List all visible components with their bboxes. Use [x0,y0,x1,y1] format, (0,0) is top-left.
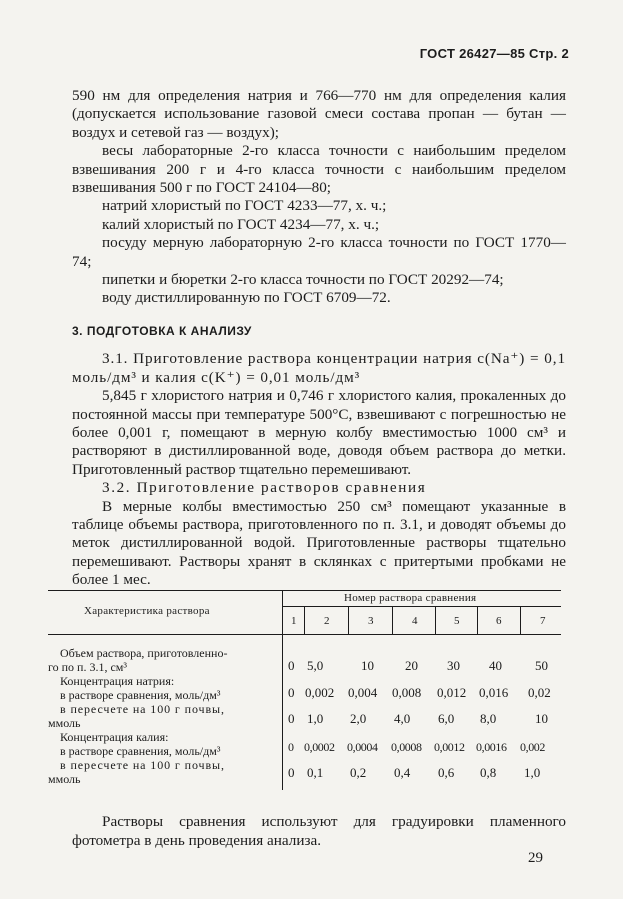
table-head-bottom-rule [48,634,561,635]
para-glassware: посуду мерную лабораторную 2-го класса точности по ГОСТ 1770—74; [72,234,566,270]
table-num: 4 [412,615,418,627]
table-cell: 0,6 [438,765,455,780]
table-col-line-2 [304,606,305,634]
table-num: 2 [324,615,330,627]
closing-paragraph [72,812,566,850]
table-cell: 0 [288,711,295,726]
row-label: в растворе сравнения, моль/дм³ [60,744,221,758]
table-cell: 0 [288,740,294,754]
table-col-line-3 [348,606,349,634]
table-cell: 0,002 [520,740,546,754]
table-col-line-6 [477,606,478,634]
table-num: 1 [291,615,297,627]
table-col-line-5 [435,606,436,634]
table-cell: 0,002 [305,685,335,700]
table-col-line-7 [520,606,521,634]
table-cell: 30 [447,658,460,673]
table-cell: 0 [288,685,295,700]
row-label: Концентрация калия: [60,730,169,744]
row-label: в пересчете на 100 г почвы, [60,758,225,772]
table-cell: 0,2 [350,765,367,780]
table-cell: 0 [288,658,295,673]
table-cell: 20 [405,658,418,673]
subsection-3-1-title: 3.1. Приготовление раствора концентрации натрия c(Na⁺) = 0,1 моль/дм³ и калия c(K⁺) = 0,01 моль/дм³ [72,350,566,386]
table-cell: 0,0016 [476,740,507,754]
para-nacl: натрий хлористый по ГОСТ 4233—77, х. ч.; [102,197,387,215]
row-label: Концентрация натрия: [60,674,175,688]
row-label: ммоль [48,772,81,786]
para-kcl: калий хлористый по ГОСТ 4234—77, х. ч.; [102,215,380,233]
para-water: воду дистиллированную по ГОСТ 6709—72. [102,289,391,307]
table-cell: 0,4 [394,765,411,780]
table-col-divider [282,590,283,790]
table-cell: 5,0 [307,658,324,673]
table-num: 5 [454,615,460,627]
table-col-line-4 [392,606,393,634]
table-cell: 0,0012 [434,740,465,754]
body-text [72,87,566,590]
table-group-header: Номер раствора сравнения [344,592,477,604]
table-cell: 0,0002 [304,740,335,754]
subsection-3-2-text: В мерные колбы вместимостью 250 см³ помещают указанные в таблице объемы раствора, приготовленного по п. 3.1, и доводят объемы до меток дистиллированной водой. Приготовленные растворы тщательно перемешивают. Растворы хранят в склянках с притертыми пробками не более 1 мес. [72,497,566,589]
table-cell: 0 [288,765,295,780]
subsection-3-1-text: 5,845 г хлористого натрия и 0,746 г хлористого калия, прокаленных до постоянной массы при температуре 500°С, взвешивают с погрешностью не более 0,001 г, помещают в мерную колбу вместимостью 1000 см³ и растворяют в дистиллированной воде, доводя объем раствора до метки. Приготовленный раствор тщательно перемешивают. [72,387,566,478]
table-cell: 10 [535,711,548,726]
table-cell: 0,004 [348,685,378,700]
table-cell: 0,012 [437,685,467,700]
table-num: 3 [368,615,374,627]
section-heading: 3. ПОДГОТОВКА К АНАЛИЗУ [72,323,252,338]
table-cell: 4,0 [394,711,411,726]
table-cell: 0,016 [479,685,509,700]
table-cell: 6,0 [438,711,455,726]
table-col-header: Характеристика раствора [84,605,210,617]
para-pipettes: пипетки и бюретки 2-го класса точности по ГОСТ 20292—74; [102,271,504,289]
row-label: в пересчете на 100 г почвы, [60,702,225,716]
table-cell: 1,0 [524,765,541,780]
table-cell: 50 [535,658,548,673]
page-number: 29 [528,850,543,866]
table-cell: 8,0 [480,711,497,726]
table-cell: 0,0004 [347,740,378,754]
table-cell: 0,0008 [391,740,422,754]
running-header: ГОСТ 26427—85 Стр. 2 [419,46,569,61]
table-cell: 1,0 [307,711,324,726]
table-top-rule [48,590,561,591]
table-cell: 2,0 [350,711,367,726]
closing-text: Растворы сравнения используют для градуировки пламенного фотометра в день проведения анализа. [72,813,566,849]
table-num: 6 [496,615,502,627]
table-cell: 40 [489,658,502,673]
table-num: 7 [540,615,546,627]
table-cell: 0,8 [480,765,497,780]
subsection-3-2-title: 3.2. Приготовление растворов сравнения [102,479,427,497]
row-label: Объем раствора, приготовленно- [60,646,228,660]
row-label: го по п. 3.1, см³ [48,660,127,674]
row-label: ммоль [48,716,81,730]
para-scales: весы лабораторные 2-го класса точности с наибольшим пределом взвешивания 200 г и 4-го класса точности с наибольшим пределом взвешивания 500 г по ГОСТ 24104—80; [72,142,566,197]
para-wavelength: 590 нм для определения натрия и 766—770 нм для определения калия (допускается использование газовой смеси состава пропан — бутан — воздух и сетевой газ — воздух); [72,87,566,141]
table-cell: 10 [361,658,374,673]
row-label: в растворе сравнения, моль/дм³ [60,688,221,702]
table-cell: 0,008 [392,685,422,700]
table-cell: 0,1 [307,765,324,780]
table-cell: 0,02 [528,685,551,700]
